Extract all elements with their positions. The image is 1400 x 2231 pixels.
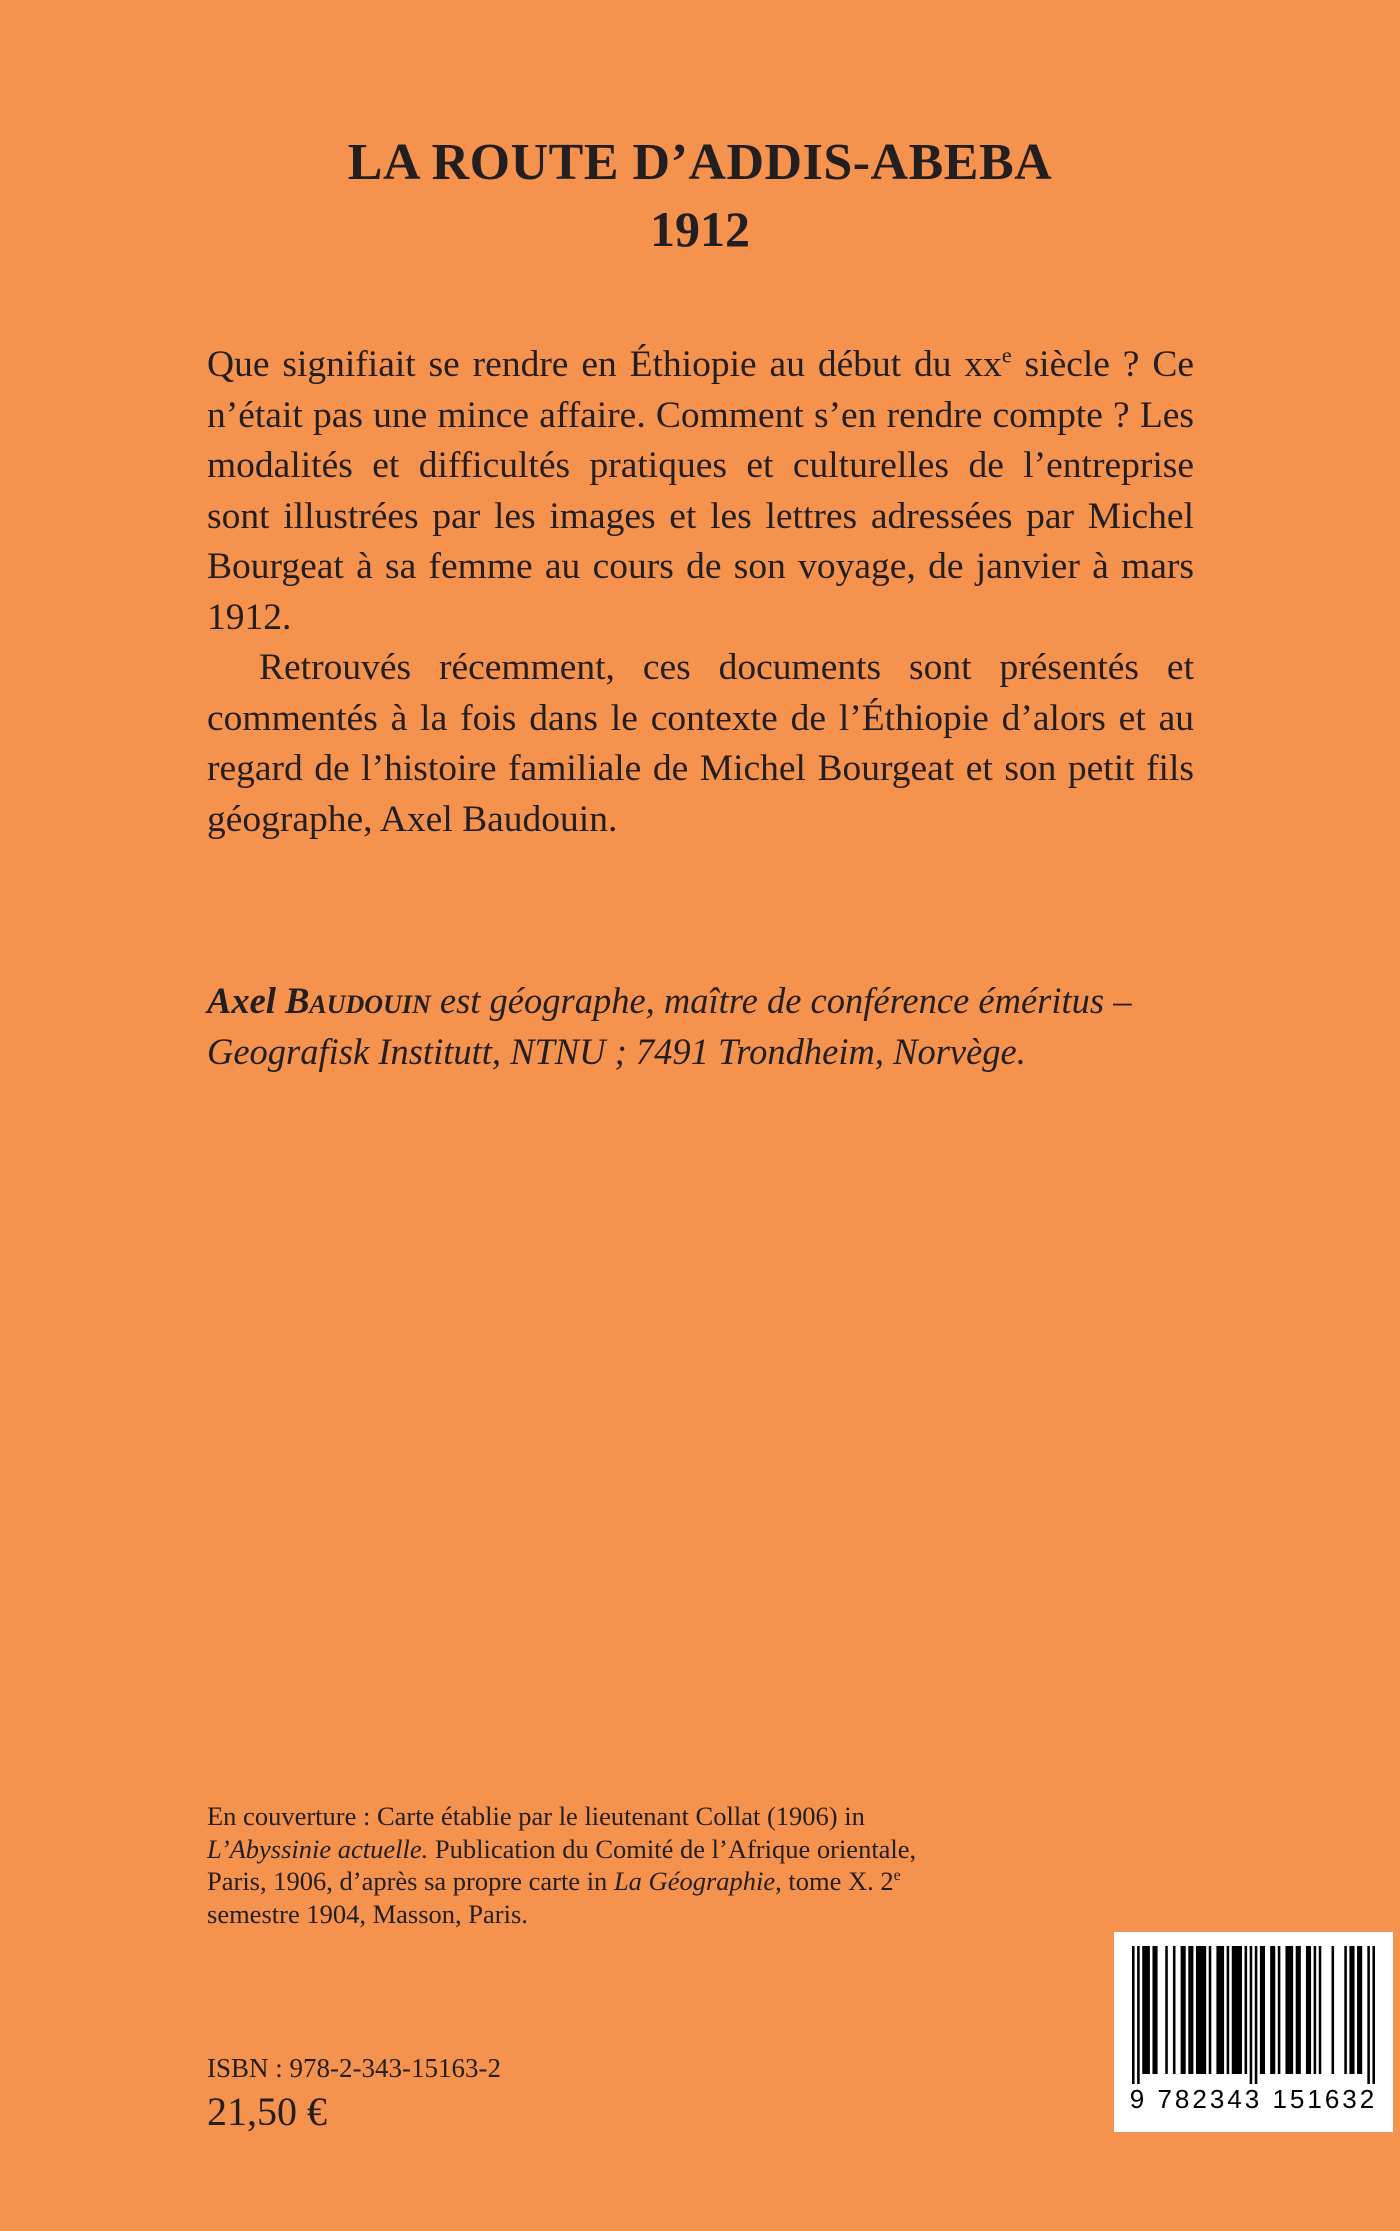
price: 21,50 € (207, 2089, 327, 2134)
author-last-name: Baudouin (285, 980, 431, 1021)
barcode-bar (1357, 1946, 1362, 2074)
barcode (1114, 1932, 1393, 2132)
barcode-bar (1349, 1946, 1354, 2074)
barcode-bar (1216, 1946, 1224, 2074)
barcode-bar (1285, 1946, 1293, 2074)
barcode-bar (1132, 1946, 1135, 2084)
summary (207, 340, 1194, 845)
barcode-bar (1227, 1946, 1230, 2074)
barcode-bar (1278, 1946, 1281, 2074)
barcode-bar (1319, 1946, 1322, 2074)
author-first-name: Axel (207, 980, 276, 1021)
book-title: LA ROUTE D’ADDIS-ABEBA (347, 134, 1053, 191)
barcode-bar (1137, 1946, 1140, 2084)
credit-prefix: En couverture : Carte établie par le lieutenant Collat (1906) in (207, 1801, 865, 1831)
barcode-bars-icon (1132, 1946, 1375, 2084)
barcode-bar (1165, 1946, 1168, 2074)
century-superscript: e (1001, 342, 1012, 368)
credit-superscript: e (893, 1867, 901, 1885)
summary-p1-rest: siècle ? Ce n’était pas une mince affaire. Comment s’en rendre compte ? Les modalités et difficultés pratiques et culturelles de l’entreprise sont illustrées par les images et les lettres adressées par Michel Bourgeat à sa femme au cours de son voyage, de janvier à mars 1912. (207, 344, 1194, 638)
author-bio (207, 975, 1197, 1077)
barcode-bar (1270, 1946, 1275, 2074)
barcode-bar (1232, 1946, 1242, 2074)
barcode-bar (1209, 1946, 1212, 2074)
barcode-bar (1332, 1946, 1335, 2074)
book-year: 1912 (650, 201, 750, 257)
barcode-bar (1245, 1946, 1248, 2074)
barcode-bar (1142, 1946, 1150, 2074)
summary-paragraph-1 (207, 340, 1194, 643)
cover-credit (207, 1800, 967, 1930)
credit-journal: La Géographie (613, 1866, 776, 1896)
title-block (0, 130, 1400, 262)
credit-suffix: semestre 1904, Masson, Paris. (207, 1898, 528, 1929)
credit-after-journal: , tome X. 2 (775, 1866, 894, 1896)
barcode-bar (1152, 1946, 1157, 2074)
isbn: ISBN : 978-2-343-15163-2 (207, 2053, 501, 2083)
barcode-bar (1188, 1946, 1193, 2074)
summary-p1-start: Que signifiait se rendre en Éthiopie au début du xx (207, 344, 1002, 385)
barcode-bar (1255, 1946, 1258, 2084)
barcode-bar (1344, 1946, 1347, 2074)
summary-paragraph-2: Retrouvés récemment, ces documents sont présentés et commentés à la fois dans le contexte de l’Éthiopie d’alors et au regard de l’histoire familiale de Michel Bourgeat et son petit fils géographe, Axel Baudouin. (207, 647, 1194, 840)
barcode-bar (1173, 1946, 1176, 2074)
barcode-bar (1372, 1946, 1375, 2084)
barcode-bar (1306, 1946, 1311, 2074)
author-bio-text: est géographe, maître de conférence éméritus – Geografisk Institutt, NTNU ; 7491 Trondheim, Norvège. (207, 980, 1132, 1072)
barcode-bar (1296, 1946, 1301, 2074)
barcode-bar (1367, 1946, 1370, 2084)
barcode-bar (1196, 1946, 1206, 2074)
barcode-bar (1250, 1946, 1253, 2084)
credit-middle: Publication du Comité de l’Afrique orientale, Paris, 1906, d’après sa propre carte in (207, 1833, 917, 1896)
barcode-bar (1260, 1946, 1265, 2074)
barcode-bar (1181, 1946, 1186, 2074)
barcode-bar (1314, 1946, 1317, 2074)
credit-book-title: L’Abyssinie actuelle. (207, 1833, 429, 1864)
barcode-digits: 9 782343 151632 (1129, 2084, 1378, 2114)
